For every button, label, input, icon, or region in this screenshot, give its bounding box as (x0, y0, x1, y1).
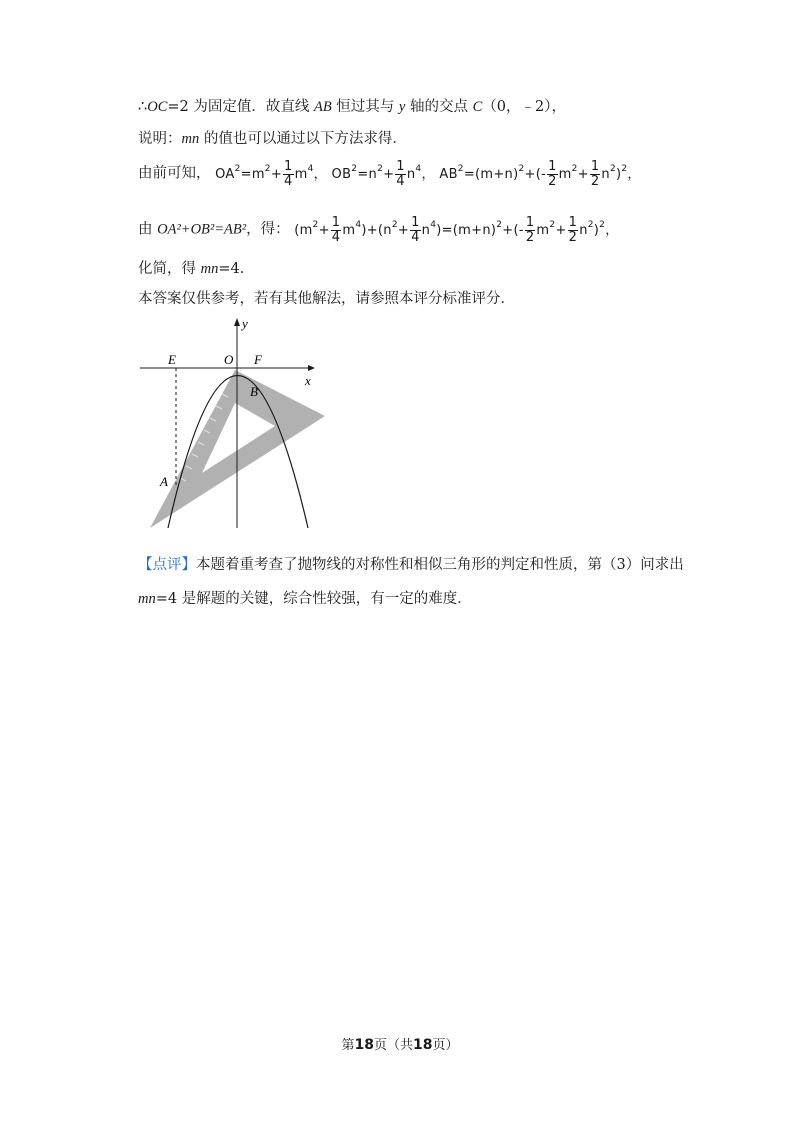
label-x: x (305, 373, 311, 388)
pythagoras-expression: OA²+OB²=AB² (157, 221, 247, 238)
formula-equation: ($m^2+$ $\frac{1}{4}$ $m^4)+(n^2+$ $\frac{1}{4}$ $n^4)=(m+n)^2+(-$ $\frac{1}{2}$ $m^2+$ $\frac{1}{2}$ $n^2)^2$， (294, 215, 619, 245)
fraction-half: $\frac{1}{2}$ (548, 159, 557, 189)
line-known-values: 由前可知， $OA^2=m^2+$ $\frac{1}{4}$ $m^4$， $OB^2=n^2+$ $\frac{1}{4}$ $n^4$， $AB^2=(m+n)^2+(-$ $\frac{1}{2}$ $m^2+$ $\frac{1}{2}$ $n^2)^2$， (138, 159, 641, 189)
fraction-quarter: $\frac{1}{4}$ (331, 215, 341, 245)
review-line-2: mn=4 是解题的关键，综合性较强，有一定的难度． (138, 591, 472, 607)
label-e: E (168, 352, 176, 367)
formula-oa: $OA^2=m^2+$ $\frac{1}{4}$ $m^4$， (215, 159, 327, 189)
line-simplify: 化简，得 mn=4． (138, 261, 255, 277)
total-pages: 18 (413, 1037, 433, 1053)
fraction-half: $\frac{1}{2}$ (590, 159, 600, 189)
review-label: 【点评】 (138, 557, 196, 573)
review-line-1: 【点评】本题着重考查了抛物线的对称性和相似三角形的判定和性质，第（3）问求出 (138, 557, 684, 573)
fraction-half: $\frac{1}{2}$ (568, 215, 578, 245)
therefore-symbol: ∴ (138, 99, 148, 115)
fraction-quarter: $\frac{1}{4}$ (396, 159, 405, 189)
fraction-half: $\frac{1}{2}$ (525, 215, 535, 245)
var-oc: OC (147, 99, 168, 115)
y-axis-arrow (234, 318, 240, 326)
formula-ob: $OB^2=n^2+$ $\frac{1}{4}$ $n^4$， (331, 159, 435, 189)
fraction-quarter: $\frac{1}{4}$ (284, 159, 293, 189)
line-pythagoras: 由 OA²+OB²=AB²，得： ($m^2+$ $\frac{1}{4}$ $m^4)+(n^2+$ $\frac{1}{4}$ $n^4)=(m+n)^2+(-$ $\frac{1}{2}$ $m^2+$ $\frac{1}{2}$ $n^2)^2$， (138, 215, 619, 245)
line-explanation: 说明：mn 的值也可以通过以下方法求得． (138, 131, 407, 147)
line-conclusion: ∴OC=2 为固定值．故直线 AB 恒过其与 y 轴的交点 C（0，﹣2）， (138, 99, 566, 115)
label-y: y (242, 318, 248, 331)
parabola-figure (140, 318, 340, 537)
var-ab: AB (313, 99, 332, 115)
page-footer: 第18页（共18页） (341, 1037, 459, 1053)
line-reference-note: 本答案仅供参考，若有其他解法，请参照本评分标准评分． (138, 291, 515, 307)
label-b: B (250, 384, 258, 399)
page-number: 18 (354, 1037, 374, 1053)
figure-svg (140, 318, 340, 533)
label-o: O (224, 352, 234, 367)
label-f: F (254, 352, 262, 367)
x-axis-arrow (308, 365, 315, 371)
label-a: A (160, 474, 168, 489)
fraction-quarter: $\frac{1}{4}$ (411, 215, 420, 245)
formula-ab: $AB^2=(m+n)^2+(-$ $\frac{1}{2}$ $m^2+$ $\frac{1}{2}$ $n^2)^2$， (439, 159, 641, 189)
